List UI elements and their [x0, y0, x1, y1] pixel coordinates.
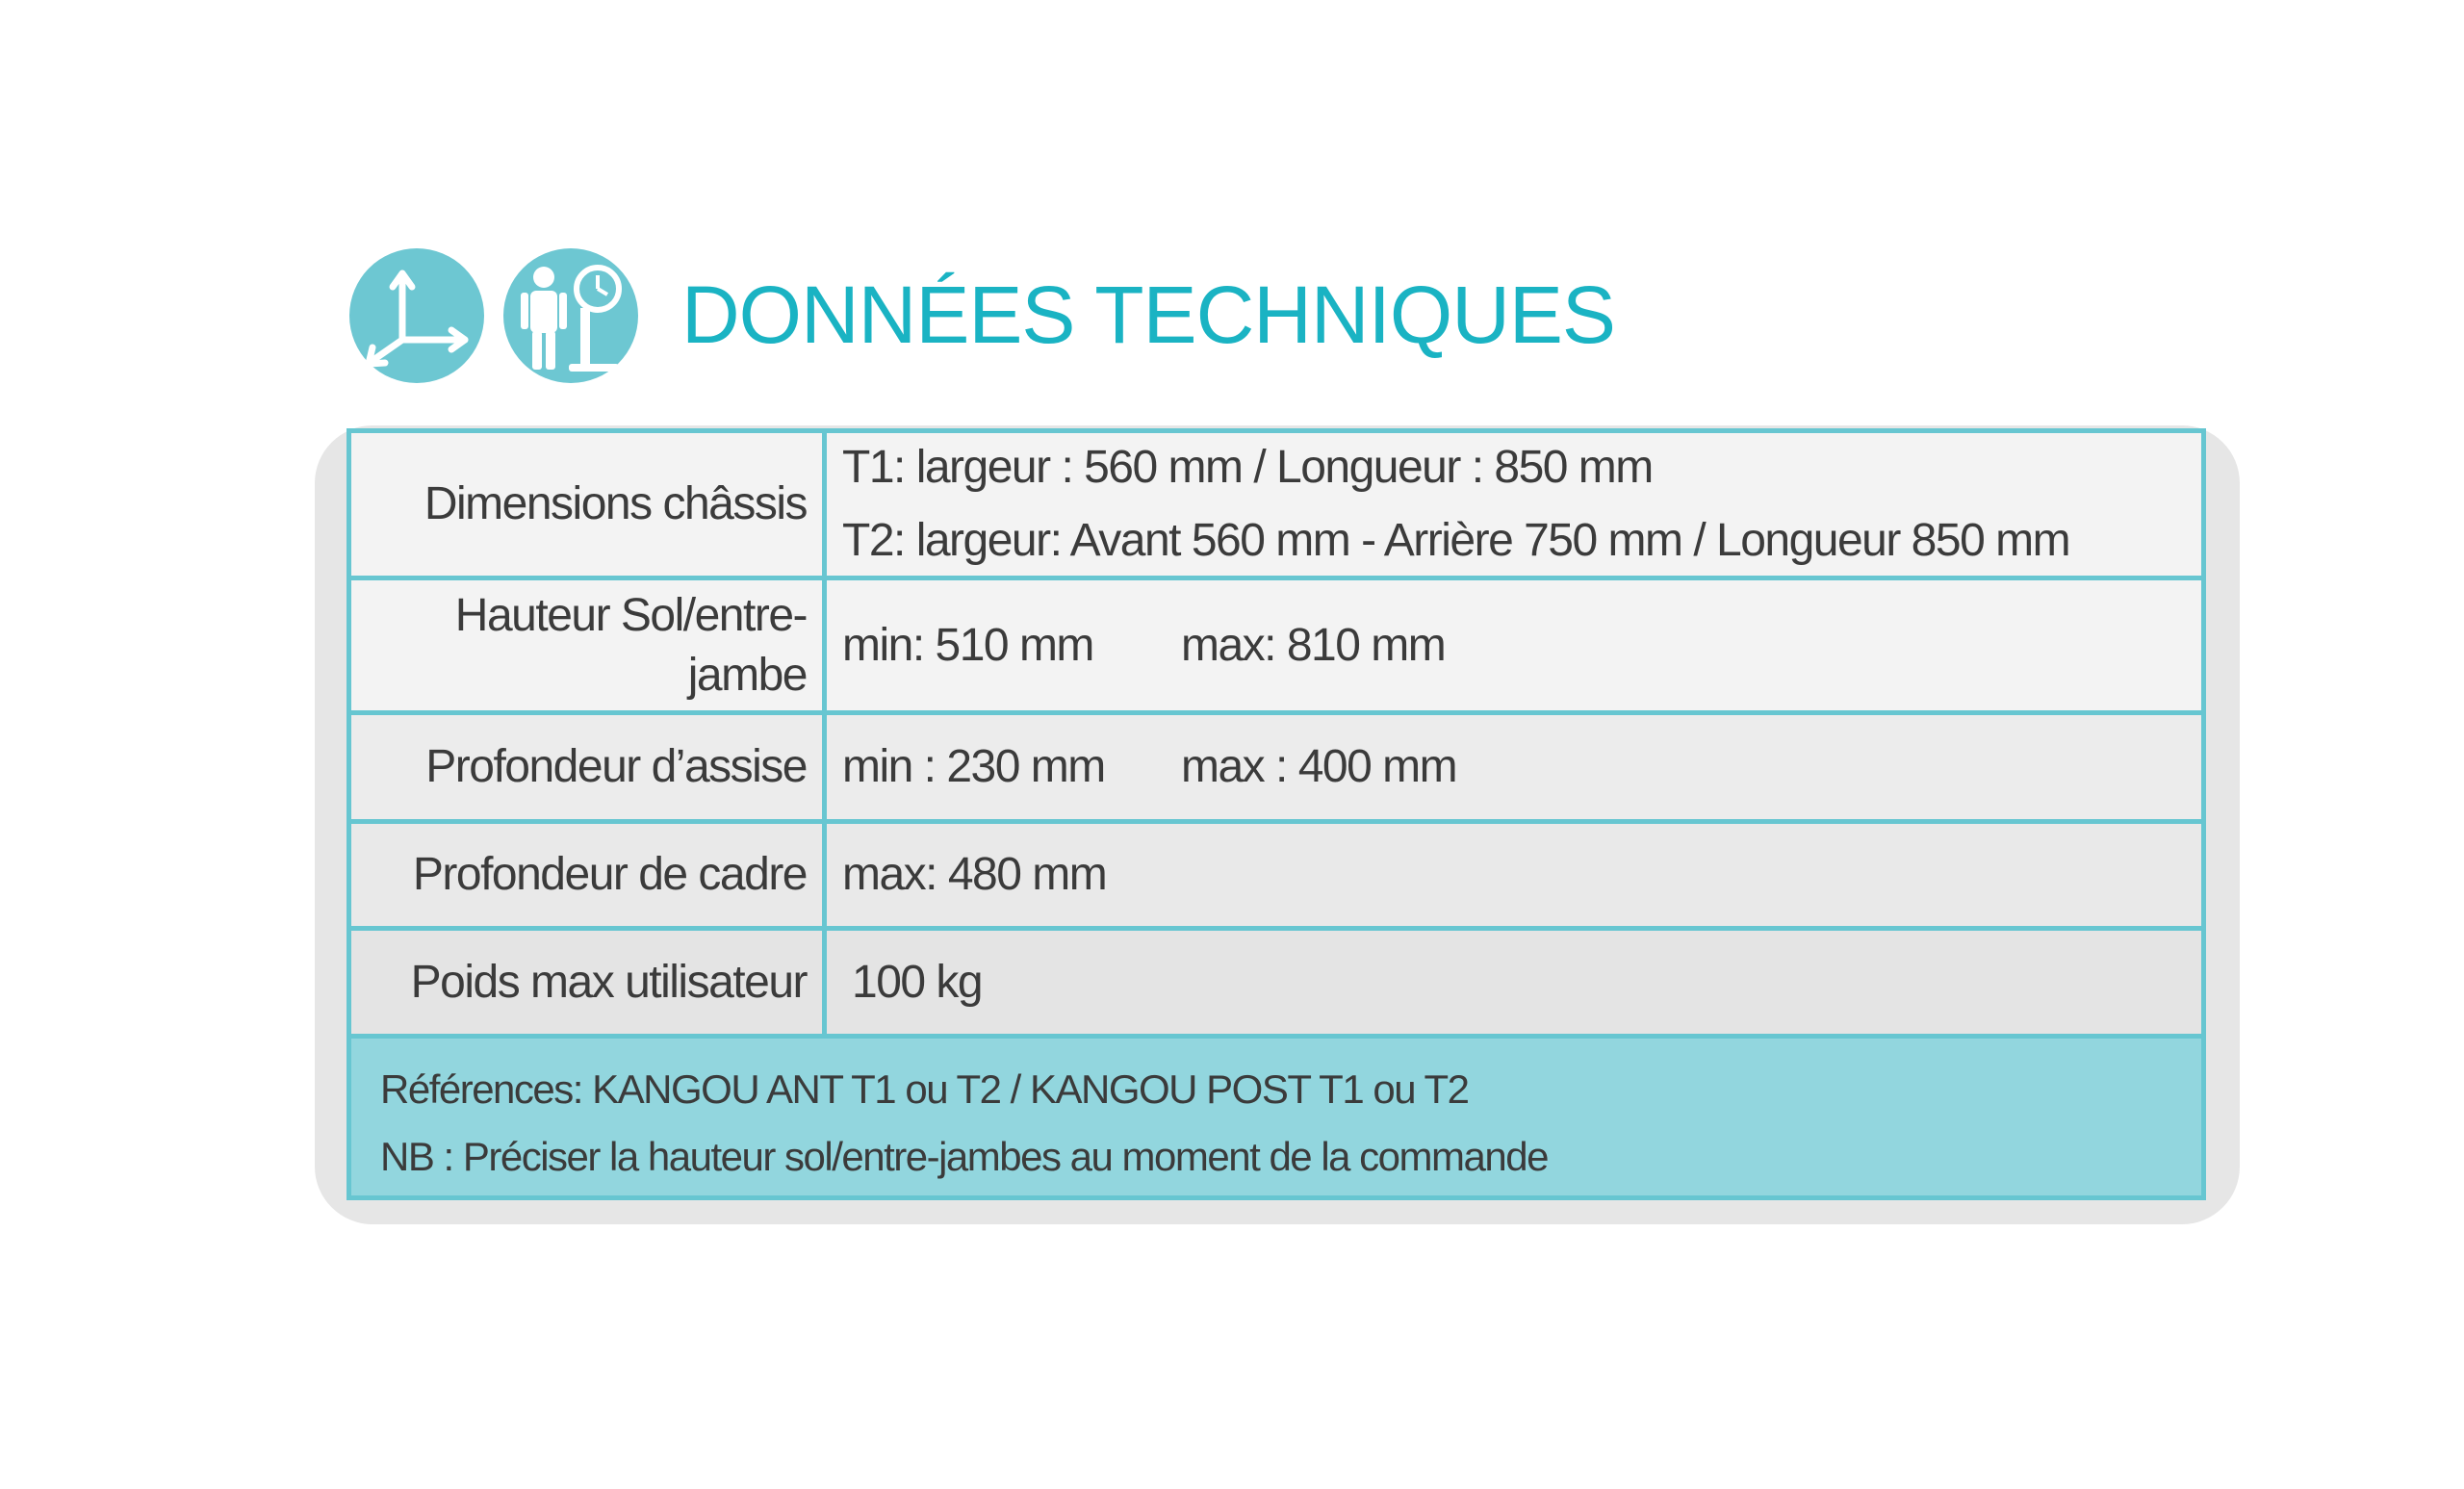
row-label: Profondeur d’assise: [351, 715, 822, 819]
table-row: [351, 824, 2201, 926]
value-line: T1: largeur : 560 mm / Longueur : 850 mm: [842, 442, 1653, 493]
dimensions-axes-icon: [349, 248, 484, 383]
table-row: [351, 580, 2201, 710]
table-row: [351, 931, 2201, 1034]
row-label: Hauteur Sol/entre-jambe: [351, 580, 822, 710]
row-value: [827, 715, 2201, 819]
references-text: Références: KANGOU ANT T1 ou T2 / KANGOU POST T1 ou T2: [380, 1066, 1469, 1112]
row-label: Poids max utilisateur: [351, 931, 822, 1034]
row-label: Profondeur de cadre: [351, 824, 822, 926]
table-row: [351, 715, 2201, 819]
row-label: Dimensions châssis: [351, 433, 822, 576]
row-value: 100 kg: [827, 931, 2201, 1034]
table-footer: [351, 1039, 2201, 1195]
value-line: T2: largeur: Avant 560 mm - Arrière 750 mm / Longueur 850 mm: [842, 515, 2070, 566]
row-value: [827, 433, 2201, 576]
table-row: [351, 433, 2201, 576]
row-value: max: 480 mm: [827, 824, 2201, 926]
person-scale-icon: [503, 248, 638, 383]
max-value: max: 810 mm: [1181, 619, 1446, 671]
specs-table: [346, 428, 2206, 1200]
note-text: NB : Préciser la hauteur sol/entre-jambes au moment de la commande: [380, 1134, 1548, 1179]
max-value: max : 400 mm: [1181, 741, 1457, 792]
section-header: [349, 245, 1615, 385]
row-value: [827, 580, 2201, 710]
page-title: DONNÉES TECHNIQUES: [681, 270, 1615, 360]
min-value: min : 230 mm: [842, 741, 1105, 792]
min-value: min: 510 mm: [842, 619, 1093, 671]
